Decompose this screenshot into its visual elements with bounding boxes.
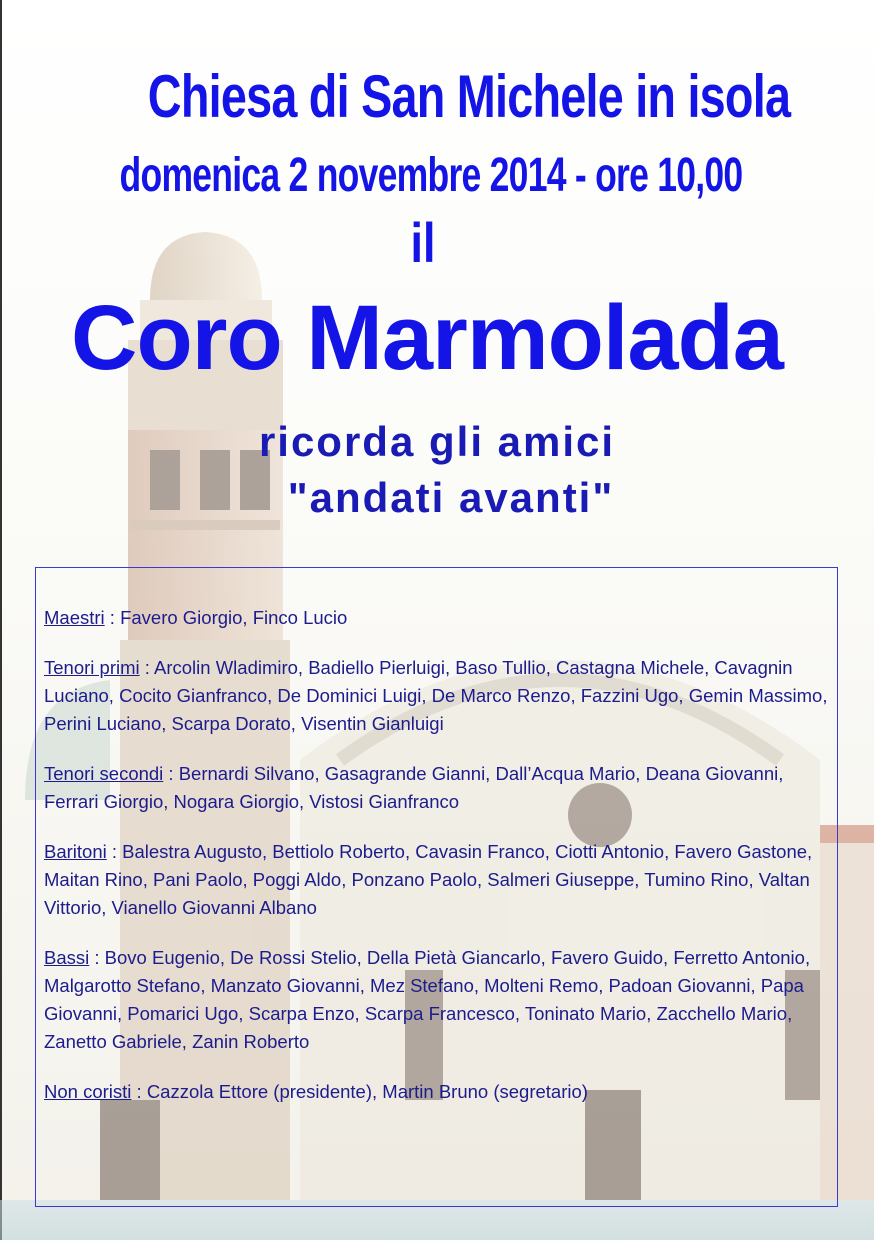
group-names-maestri: Favero Giorgio, Finco Lucio [120, 607, 348, 628]
event-date: domenica 2 novembre 2014 - ore 10,00 [119, 149, 743, 202]
subtitle-line-2: "andati avanti" [287, 474, 615, 521]
group-separator: : [104, 607, 121, 628]
group-separator: : [139, 657, 155, 678]
group-label-maestri: Maestri [44, 607, 105, 628]
subtitle-line-1: ricorda gli amici [258, 418, 616, 465]
group-baritoni [44, 838, 829, 922]
group-tenori-primi [44, 654, 829, 738]
group-names-tenori-secondi: Bernardi Silvano, Gasagrande Gianni, Dall’Acqua Mario, Deana Giovanni, Ferrari Giorgio, Nogara Giorgio, Vistosi Gianfranco [44, 763, 784, 812]
group-bassi [44, 944, 829, 1056]
group-separator: : [131, 1081, 147, 1102]
group-label-tenori-secondi: Tenori secondi [44, 763, 164, 784]
group-maestri [44, 604, 829, 632]
group-separator: : [89, 947, 105, 968]
article-word: il [410, 211, 436, 274]
group-label-bassi: Bassi [44, 947, 90, 968]
group-names-baritoni: Balestra Augusto, Bettiolo Roberto, Cavasin Franco, Ciotti Antonio, Favero Gastone, Maitan Rino, Pani Paolo, Poggi Aldo, Ponzano Paolo, Salmeri Giuseppe, Tumino Rino, Valtan Vittorio, Vianello Giovanni Albano [44, 841, 813, 918]
group-non-coristi [44, 1078, 829, 1106]
group-label-baritoni: Baritoni [44, 841, 107, 862]
group-names-bassi: Bovo Eugenio, De Rossi Stelio, Della Pietà Giancarlo, Favero Guido, Ferretto Antonio, Malgarotto Stefano, Manzato Giovanni, Mez Stefano, Molteni Remo, Padoan Giovanni, Papa Giovanni, Pomarici Ugo, Scarpa Enzo, Scarpa Francesco, Toninato Mario, Zacchello Mario, Zanetto Gabriele, Zanin Roberto [44, 947, 811, 1052]
church-title: Chiesa di San Michele in isola [147, 63, 791, 130]
group-label-non-coristi: Non coristi [44, 1081, 132, 1102]
group-names-non-coristi: Cazzola Ettore (presidente), Martin Bruno (segretario) [146, 1081, 588, 1102]
choir-name: Coro Marmolada [71, 287, 783, 389]
group-separator: : [163, 763, 179, 784]
roster-box [35, 567, 838, 1207]
group-separator: : [106, 841, 123, 862]
group-label-tenori-primi: Tenori primi [44, 657, 140, 678]
group-names-tenori-primi: Arcolin Wladimiro, Badiello Pierluigi, Baso Tullio, Castagna Michele, Cavagnin Luciano, Cocito Gianfranco, De Dominici Luigi, De Marco Renzo, Fazzini Ugo, Gemin Massimo, Perini Luciano, Scarpa Dorato, Visentin Gianluigi [44, 657, 828, 734]
group-tenori-secondi [44, 760, 829, 816]
